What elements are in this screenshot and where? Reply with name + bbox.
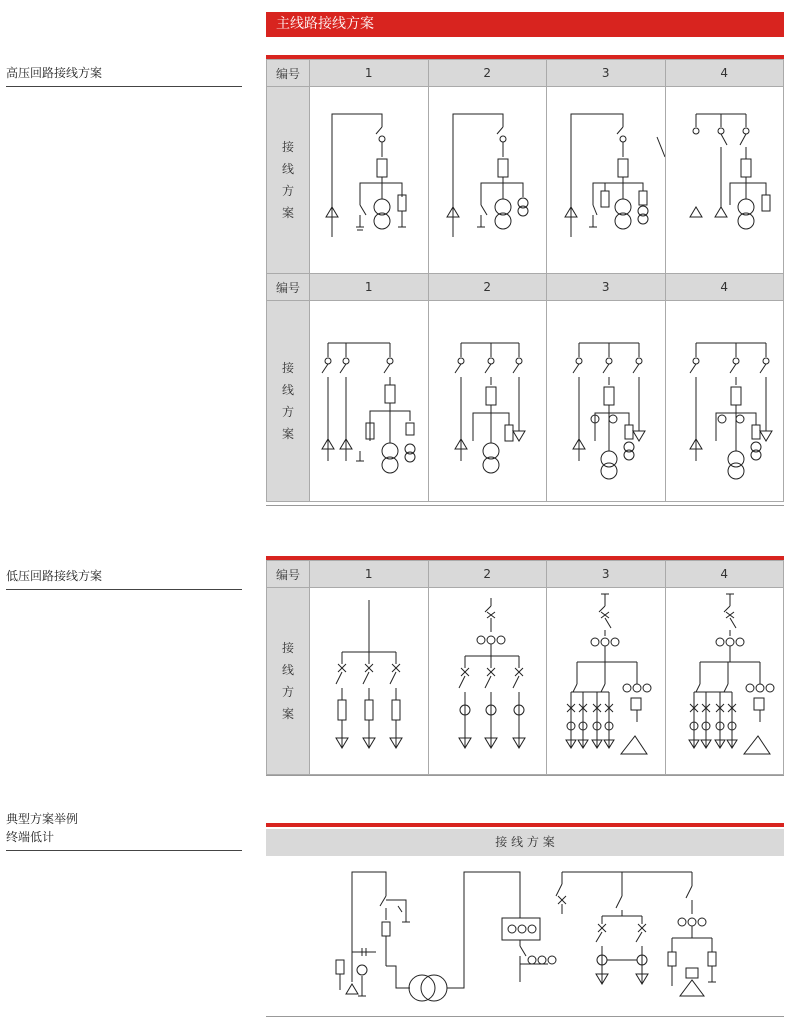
id-label: 编号 bbox=[267, 561, 310, 588]
scheme-number: 4 bbox=[665, 274, 784, 301]
hv-diagram-6 bbox=[428, 301, 547, 502]
scheme-number: 1 bbox=[310, 561, 429, 588]
lv-diagram-1 bbox=[310, 588, 429, 775]
lv-table-end-rule bbox=[266, 775, 784, 776]
example-section-title bbox=[6, 810, 242, 851]
lv-section-title: 低压回路接线方案 bbox=[6, 567, 242, 590]
lv-diagram-2 bbox=[428, 588, 547, 775]
lv-table bbox=[266, 560, 784, 775]
scheme-number: 1 bbox=[310, 274, 429, 301]
scheme-number: 3 bbox=[547, 561, 666, 588]
id-label: 编号 bbox=[267, 60, 310, 87]
hv-diagram-7 bbox=[547, 301, 666, 502]
hv-diagram-1 bbox=[310, 87, 429, 274]
lv-header-row bbox=[267, 561, 784, 588]
hv-diagram-2 bbox=[428, 87, 547, 274]
example-red-rule bbox=[266, 823, 784, 827]
scheme-label: 接 线 方 案 bbox=[267, 87, 310, 274]
hv-header-row-2 bbox=[267, 274, 784, 301]
scheme-label: 接 线 方 案 bbox=[267, 588, 310, 775]
hv-diagram-4 bbox=[665, 87, 784, 274]
scheme-label: 接 线 方 案 bbox=[267, 301, 310, 502]
hv-diagram-3 bbox=[547, 87, 666, 274]
scheme-number: 4 bbox=[665, 561, 784, 588]
lv-diagram-4 bbox=[665, 588, 784, 775]
example-heading: 接 线 方 案 bbox=[266, 829, 784, 856]
example-title-line2: 终端低计 bbox=[6, 830, 55, 844]
hv-table bbox=[266, 59, 784, 502]
hv-diagram-row-2 bbox=[267, 301, 784, 502]
scheme-number: 2 bbox=[428, 60, 547, 87]
page-header: 主线路接线方案 bbox=[266, 12, 784, 37]
example-end-rule bbox=[266, 1016, 784, 1017]
scheme-number: 4 bbox=[665, 60, 784, 87]
id-label: 编号 bbox=[267, 274, 310, 301]
hv-diagram-8 bbox=[665, 301, 784, 502]
hv-table-end-rule bbox=[266, 505, 784, 506]
lv-diagram-row bbox=[267, 588, 784, 775]
example-diagram bbox=[266, 856, 784, 1016]
hv-diagram-row-1 bbox=[267, 87, 784, 274]
hv-diagram-5 bbox=[310, 301, 429, 502]
scheme-number: 2 bbox=[428, 561, 547, 588]
hv-section-title: 高压回路接线方案 bbox=[6, 64, 242, 87]
scheme-number: 3 bbox=[547, 274, 666, 301]
scheme-number: 3 bbox=[547, 60, 666, 87]
scheme-number: 1 bbox=[310, 60, 429, 87]
lv-diagram-3 bbox=[547, 588, 666, 775]
example-title-line1: 典型方案举例 bbox=[6, 812, 79, 826]
scheme-number: 2 bbox=[428, 274, 547, 301]
hv-header-row-1 bbox=[267, 60, 784, 87]
